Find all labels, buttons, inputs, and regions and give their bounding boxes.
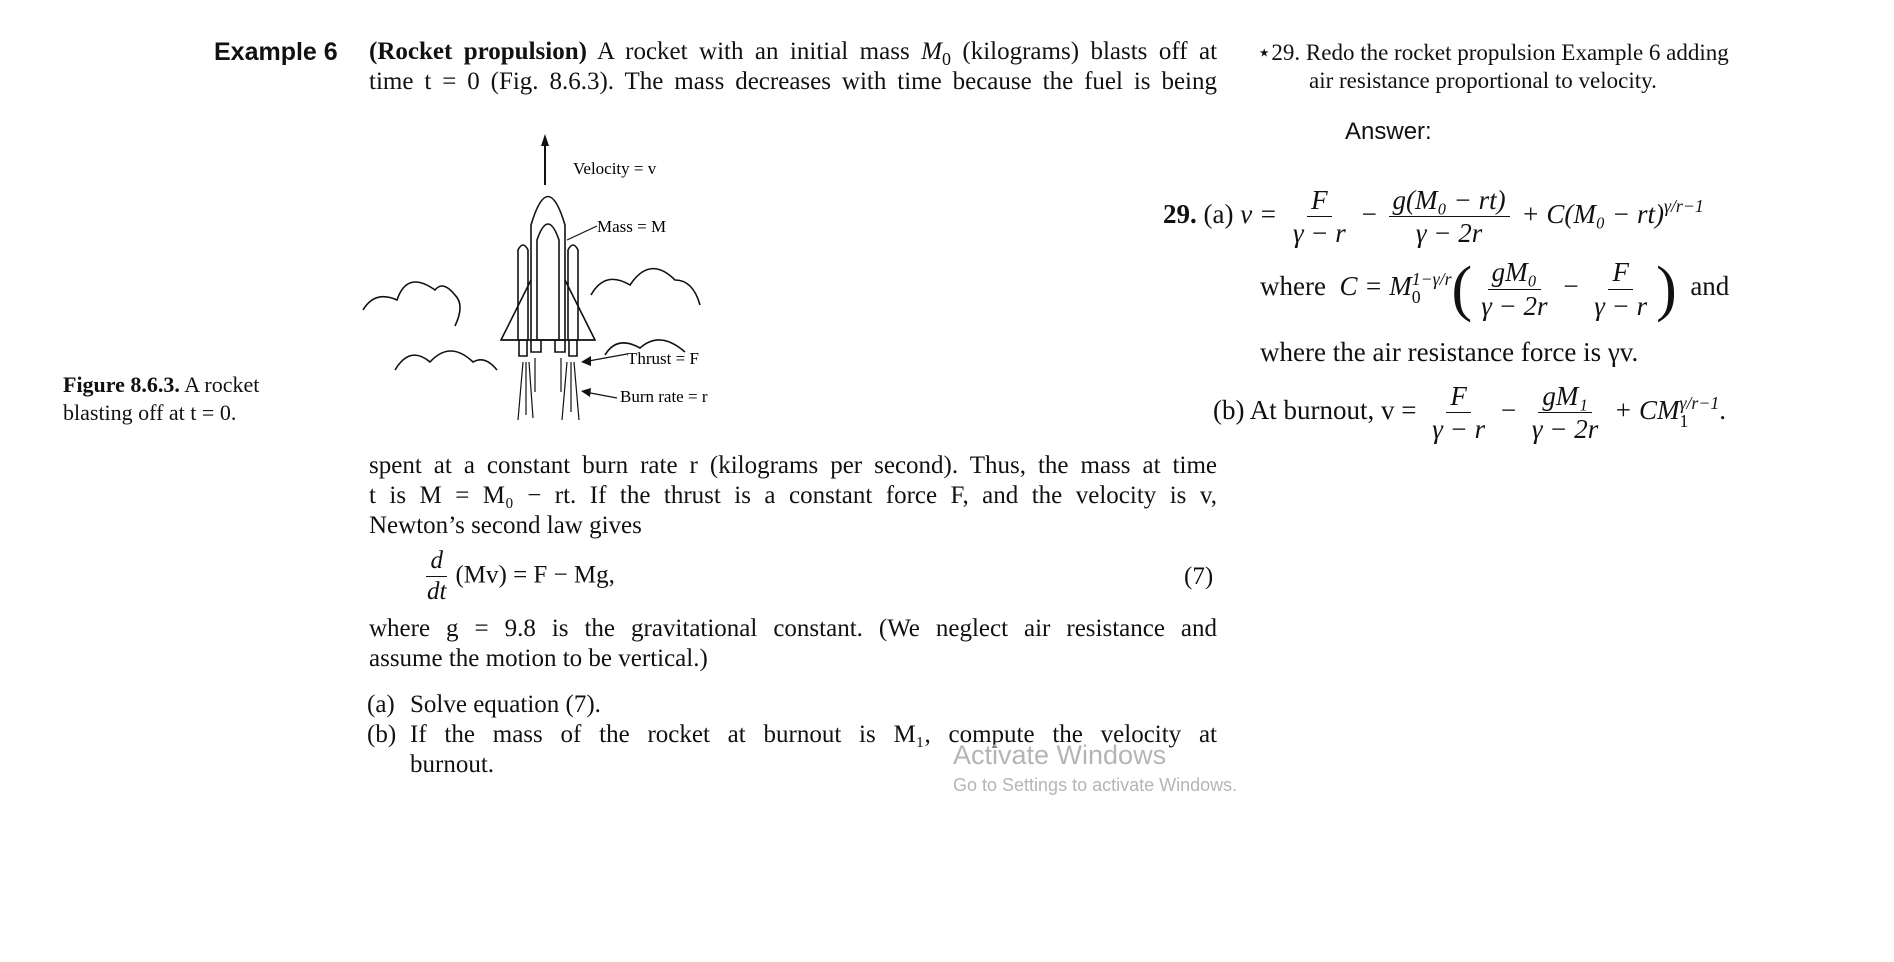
part-a-label: (a) xyxy=(367,691,395,718)
part-b-line2: burnout. xyxy=(410,751,495,778)
velocity-label: Velocity = v xyxy=(573,159,657,178)
para3-line2: assume the motion to be vertical.) xyxy=(369,645,708,672)
rocket-body xyxy=(501,197,595,357)
plus-term: + C(M₀ − rt) xyxy=(1521,199,1664,230)
b-exponent: γ/r−1 xyxy=(1679,393,1720,414)
answer-a-line xyxy=(1163,186,1704,248)
example-label: Example 6 xyxy=(214,38,338,66)
frac6-num: gM₁ xyxy=(1538,382,1591,413)
answer-a-label: (a) xyxy=(1203,199,1234,230)
example-title: (Rocket propulsion) xyxy=(369,38,587,65)
equation-7: $\frac{d}{dt}$ (Mv) = F − Mg, xyxy=(427,547,615,606)
example-intro-line1: (Rocket propulsion) A rocket with an initial mass $M_0$ (kilograms) blasts off at xyxy=(369,38,1218,69)
intro-text-b: (kilograms) blasts off at xyxy=(962,38,1218,65)
minus-sign-3: − xyxy=(1500,395,1517,426)
frac1-num: F xyxy=(1307,186,1332,217)
para2-line3: Newton’s second law gives xyxy=(369,512,642,539)
thrust-arrowhead xyxy=(581,356,591,366)
part-a-text: Solve equation (7). xyxy=(410,691,601,718)
frac4-num: F xyxy=(1608,258,1633,289)
figure-caption-number: Figure 8.6.3. xyxy=(63,372,180,397)
mass-pointer xyxy=(567,226,597,240)
answer-c-line: where C = M 1−γ/r 0 ( $\frac{\text{gM₀}}{\gamma - 2r}$ − $\frac{F}{\gamma - r}$ ) and xyxy=(1260,255,1730,323)
c-subscript: 0 xyxy=(1411,287,1421,307)
equation-7-number: (7) xyxy=(1184,563,1214,590)
frac2-num: g(M₀ − rt) xyxy=(1389,186,1510,217)
air-resistance-line: where the air resistance force is γv. xyxy=(1260,337,1639,367)
frac4-den: γ − r xyxy=(1594,290,1648,321)
burn-arrowhead xyxy=(581,388,591,397)
activate-windows-title: Activate Windows xyxy=(953,740,1167,770)
frac6-den: γ − 2r xyxy=(1531,414,1599,445)
and-word: and xyxy=(1690,271,1730,302)
figure-caption xyxy=(63,371,303,427)
equation-7-rhs: (Mv) = F − Mg, xyxy=(455,561,615,589)
para2-line2: t is M = M₀ − rt. If the thrust is a constant force F, and the velocity is v, xyxy=(369,482,1217,509)
velocity-arrowhead xyxy=(541,134,549,146)
mass-label: Mass = M xyxy=(597,217,667,236)
rocket-figure xyxy=(355,130,735,430)
part-b-label: (b) xyxy=(367,721,397,748)
figure-caption-text1: A rocket xyxy=(184,372,260,397)
burn-rate-label: Burn rate = r xyxy=(620,387,708,406)
para2-line1: spent at a constant burn rate r (kilograms per second). Thus, the mass at time xyxy=(369,452,1217,479)
plus-term-exponent: γ/r−1 xyxy=(1663,196,1704,216)
example-intro-line2: time t = 0 (Fig. 8.6.3). The mass decreases with time because the fuel is being xyxy=(369,68,1217,95)
where-word: where xyxy=(1260,271,1326,302)
frac3-den: γ − 2r xyxy=(1481,290,1548,321)
b-subscript: 1 xyxy=(1679,410,1689,431)
answer-b-text: At burnout, v = xyxy=(1249,395,1417,426)
thrust-label: Thrust = F xyxy=(627,349,699,368)
answer-b-label: (b) xyxy=(1213,395,1245,426)
frac5-num: F xyxy=(1446,382,1471,413)
minus-sign: − xyxy=(1361,199,1377,230)
b-period: . xyxy=(1719,395,1727,426)
activate-windows-subtitle: Go to Settings to activate Windows. xyxy=(953,775,1238,795)
frac3-num: gM₀ xyxy=(1488,258,1541,289)
c-exponent: 1−γ/r xyxy=(1411,269,1452,290)
exhaust-lines xyxy=(518,358,579,420)
exercise-29 xyxy=(1257,39,1729,95)
minus-sign-2: − xyxy=(1563,271,1579,302)
para3-line1: where g = 9.8 is the gravitational constant. (We neglect air resistance and xyxy=(369,615,1217,642)
exercise-29-line2: air resistance proportional to velocity. xyxy=(1309,68,1657,93)
part-b-line1: If the mass of the rocket at burnout is M₁, compute the velocity at xyxy=(410,721,1217,748)
answer-b-line xyxy=(1213,382,1726,444)
figure-caption-text2: blasting off at t = 0. xyxy=(63,400,237,425)
answer-number: 29. xyxy=(1163,199,1197,230)
answer-v-eq: v = xyxy=(1240,199,1278,230)
answer-label: Answer: xyxy=(1345,118,1432,145)
c-eq: C = M xyxy=(1339,271,1412,302)
intro-text-a: A rocket with an initial mass xyxy=(597,38,910,65)
exercise-29-line1: ⋆29. Redo the rocket propulsion Example 6 adding xyxy=(1257,40,1729,65)
frac2-den: γ − 2r xyxy=(1415,218,1483,249)
frac5-den: γ − r xyxy=(1432,414,1486,445)
b-plus-term: + CM xyxy=(1613,395,1680,426)
frac1-den: γ − r xyxy=(1292,218,1346,249)
